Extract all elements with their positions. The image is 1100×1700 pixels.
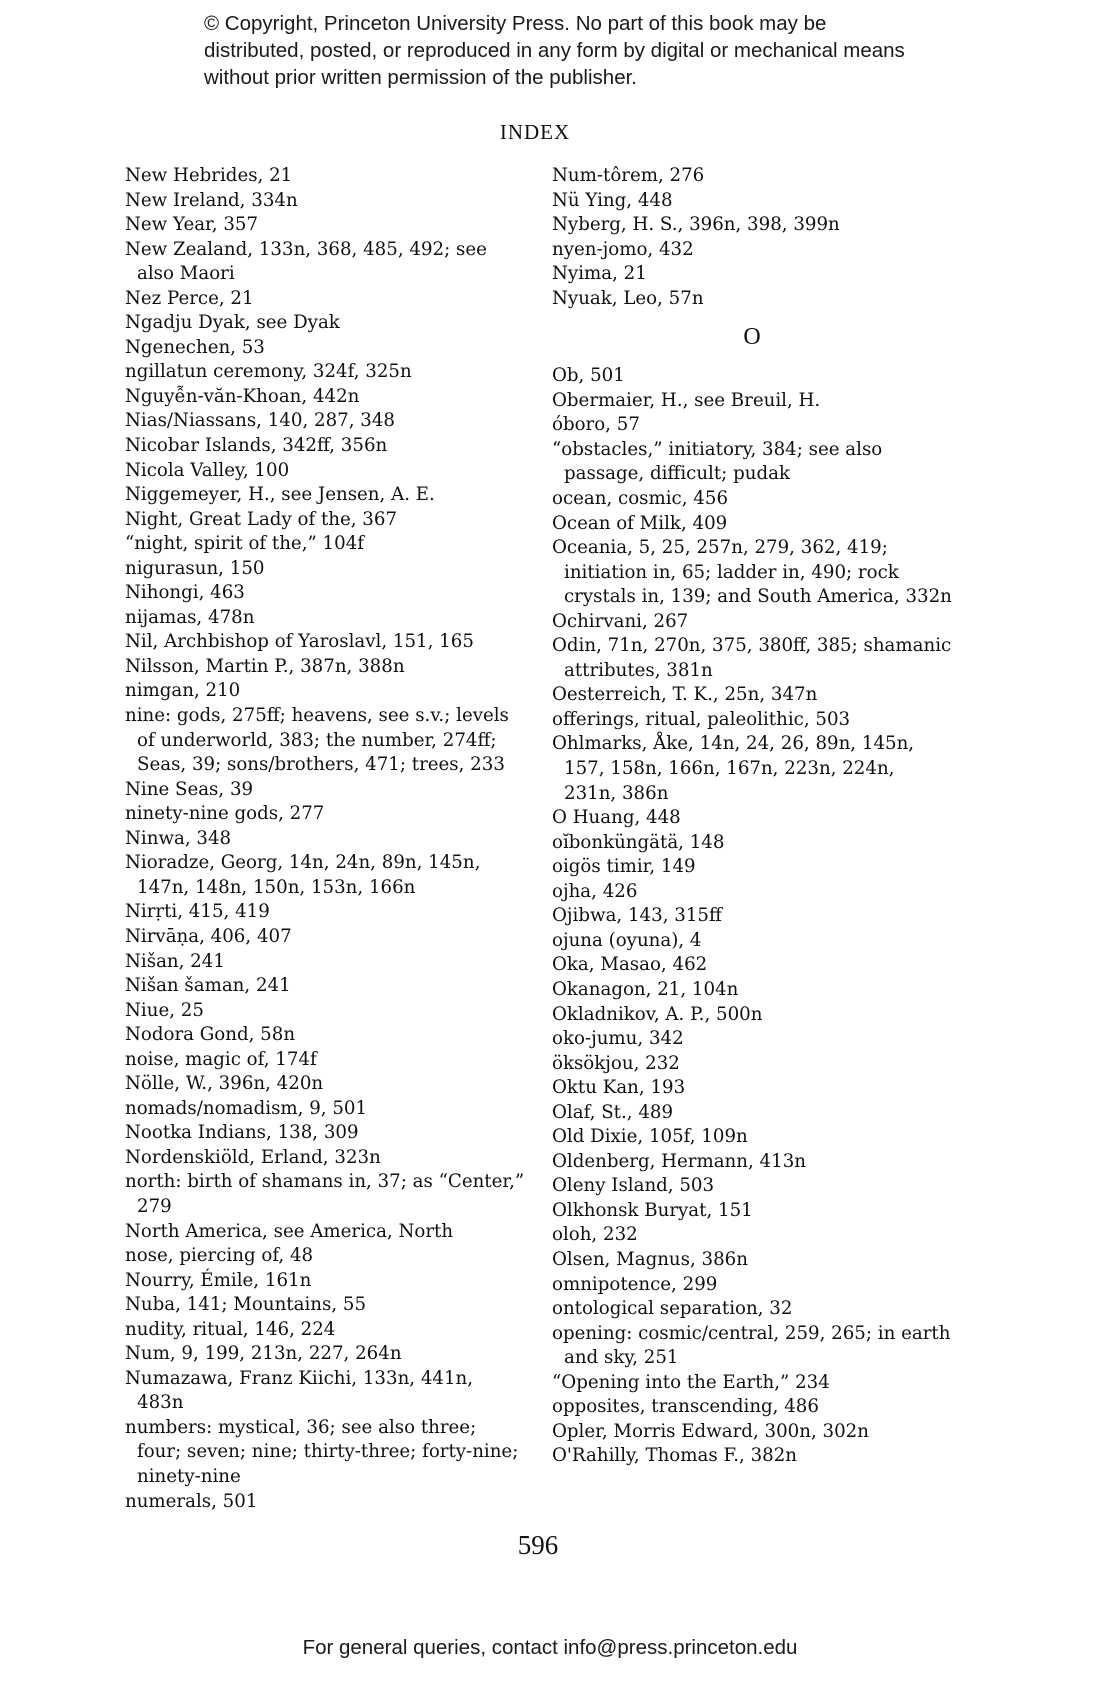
index-entry: Olaf, St., 489: [552, 1101, 674, 1123]
page-number: 596: [517, 1530, 559, 1560]
index-entry: nimgan, 210: [125, 680, 241, 702]
index-entry: “obstacles,” initiatory, 384; see also passage, difficult; pudak: [552, 438, 883, 485]
index-entry: omnipotence, 299: [552, 1273, 718, 1295]
index-entry: Ninwa, 348: [125, 827, 232, 849]
index-entry: Nez Perce, 21: [125, 287, 254, 309]
index-entry: Nicobar Islands, 342ff, 356n: [125, 435, 388, 457]
index-entry: Oktu Kan, 193: [552, 1077, 686, 1099]
index-group-o: [552, 364, 952, 1469]
index-entry: Num-tôrem, 276: [552, 165, 705, 186]
index-entry: numbers: mystical, 36; see also three; four; seven; nine; thirty-three; forty-nine; ninety-nine: [125, 1416, 519, 1487]
index-entry: Nioradze, Georg, 14n, 24n, 89n, 145n, 147n, 148n, 150n, 153n, 166n: [125, 852, 481, 898]
index-entry: Nölle, W., 396n, 420n: [125, 1073, 324, 1095]
index-entry: Oceania, 5, 25, 257n, 279, 362, 419; initiation in, 65; ladder in, 490; rock crystals in, 139; and South America, 332n: [552, 537, 952, 608]
index-entry: Niggemeyer, H., see Jensen, A. E.: [125, 484, 435, 506]
index-entry: oigös timir, 149: [552, 856, 696, 878]
index-entry: nomads/nomadism, 9, 501: [125, 1097, 368, 1119]
index-entry: Ngenechen, 53: [125, 336, 265, 358]
index-entry: ojha, 426: [552, 880, 638, 902]
index-entry: Nodora Gond, 58n: [125, 1024, 296, 1046]
index-column-right: [552, 164, 952, 1469]
index-entry: oloh, 232: [552, 1224, 638, 1246]
index-entry: Oesterreich, T. K., 25n, 347n: [552, 684, 818, 706]
index-entry: offerings, ritual, paleolithic, 503: [552, 708, 851, 730]
index-entry: nigurasun, 150: [125, 557, 265, 579]
index-entry: Niue, 25: [125, 999, 204, 1021]
index-entry: óboro, 57: [552, 414, 640, 436]
index-entry: Okanagon, 21, 104n: [552, 978, 739, 1000]
index-entry: Nü Ying, 448: [552, 189, 673, 211]
index-entry: opposites, transcending, 486: [552, 1396, 819, 1418]
page-title: INDEX: [499, 120, 571, 144]
index-entry: New Zealand, 133n, 368, 485, 492; see also Maori: [125, 238, 487, 285]
index-entry: O'Rahilly, Thomas F., 382n: [552, 1445, 798, 1467]
index-entry: O Huang, 448: [552, 807, 681, 829]
index-entry: “Opening into the Earth,” 234: [552, 1371, 830, 1393]
index-entry: New Hebrides, 21: [125, 165, 293, 186]
index-entry: oĭbonküngätä, 148: [552, 831, 725, 853]
index-entry: ninety-nine gods, 277: [125, 803, 325, 825]
index-entry: ocean, cosmic, 456: [552, 488, 729, 510]
index-entry: Nourry, Émile, 161n: [125, 1269, 312, 1291]
index-entry: Nihongi, 463: [125, 582, 245, 604]
index-entry: Nilsson, Martin P., 387n, 388n: [125, 655, 405, 677]
index-entry: Nine Seas, 39: [125, 778, 254, 800]
index-entry: Night, Great Lady of the, 367: [125, 508, 398, 530]
index-entry: Odin, 71n, 270n, 375, 380ff, 385; shamanic attributes, 381n: [552, 635, 952, 681]
index-entry: nijamas, 478n: [125, 606, 255, 628]
index-entry: Oka, Masao, 462: [552, 954, 708, 976]
index-column-left: [125, 164, 525, 1514]
index-entry: Ocean of Milk, 409: [552, 512, 728, 534]
index-entry: Oldenberg, Hermann, 413n: [552, 1150, 806, 1172]
index-entry: Okladnikov, A. P., 500n: [552, 1003, 763, 1025]
index-entry: Nias/Niassans, 140, 287, 348: [125, 410, 395, 432]
index-entry: nine: gods, 275ff; heavens, see s.v.; levels of underworld, 383; the number, 274ff; Seas, 39; sons/brothers, 471; trees, 233: [125, 705, 509, 776]
index-entry: öksökjou, 232: [552, 1052, 680, 1074]
index-entry: Nišan, 241: [125, 950, 225, 972]
index-entry: Nišan šaman, 241: [125, 975, 291, 997]
index-entry: nose, piercing of, 48: [125, 1245, 314, 1267]
index-entry: Olkhonsk Buryat, 151: [552, 1199, 753, 1221]
index-entry: Old Dixie, 105f, 109n: [552, 1126, 748, 1148]
index-entry: north: birth of shamans in, 37; as “Center,” 279: [125, 1171, 525, 1217]
index-entry: Ngadju Dyak, see Dyak: [125, 312, 340, 334]
index-entry: Ojibwa, 143, 315ff: [552, 905, 722, 927]
index-group-n: [552, 164, 952, 311]
index-entry: Nguyễn-văn-Khoan, 442n: [125, 385, 360, 407]
index-entry: Nirvāṇa, 406, 407: [125, 925, 292, 947]
section-letter: O: [743, 324, 761, 351]
index-entry: Ohlmarks, Åke, 14n, 24, 26, 89n, 145n, 157, 158n, 166n, 167n, 223n, 224n, 231n, 386n: [552, 733, 915, 804]
index-entry: Nordenskiöld, Erland, 323n: [125, 1146, 381, 1168]
index-entry: Oleny Island, 503: [552, 1175, 715, 1197]
copyright-notice: © Copyright, Princeton University Press. No part of this book may be distributed, posted, or reproduced in any form by digital or mechanical means without prior written permission of the publisher.: [204, 12, 905, 89]
index-entry: noise, magic of, 174f: [125, 1048, 317, 1070]
index-entry: ojuna (oyuna), 4: [552, 929, 702, 951]
index-entry: Ochirvani, 267: [552, 610, 689, 632]
index-entry: Numazawa, Franz Kiichi, 133n, 441n, 483n: [125, 1367, 474, 1414]
index-entry: Nuba, 141; Mountains, 55: [125, 1294, 367, 1316]
index-entry: Opler, Morris Edward, 300n, 302n: [552, 1420, 869, 1442]
index-entry: opening: cosmic/central, 259, 265; in earth and sky, 251: [552, 1322, 951, 1369]
index-entry: ngillatun ceremony, 324f, 325n: [125, 361, 412, 383]
index-entry: Num, 9, 199, 213n, 227, 264n: [125, 1343, 402, 1365]
index-entry: Nirṛti, 415, 419: [125, 901, 270, 923]
index-entry: nudity, ritual, 146, 224: [125, 1318, 336, 1340]
index-entry: Nicola Valley, 100: [125, 459, 290, 481]
index-entry: numerals, 501: [125, 1490, 258, 1512]
index-entry: New Year, 357: [125, 214, 259, 236]
index-entry: Nyima, 21: [552, 263, 647, 285]
index-entry: Nil, Archbishop of Yaroslavl, 151, 165: [125, 631, 474, 653]
index-entry: oko-jumu, 342: [552, 1028, 684, 1050]
index-entry: Obermaier, H., see Breuil, H.: [552, 389, 821, 411]
footer-contact: For general queries, contact info@press.princeton.edu: [302, 1636, 798, 1659]
index-entry: North America, see America, North: [125, 1220, 454, 1242]
index-entry: nyen-jomo, 432: [552, 238, 694, 260]
index-entry: “night, spirit of the,” 104f: [125, 533, 365, 555]
index-entry: Nootka Indians, 138, 309: [125, 1122, 359, 1144]
index-entry: Nyuak, Leo, 57n: [552, 287, 704, 309]
index-entry: ontological separation, 32: [552, 1298, 793, 1320]
index-entry: New Ireland, 334n: [125, 189, 298, 211]
index-entry: Nyberg, H. S., 396n, 398, 399n: [552, 214, 840, 236]
index-entry: Olsen, Magnus, 386n: [552, 1248, 748, 1270]
index-entry: Ob, 501: [552, 365, 625, 387]
